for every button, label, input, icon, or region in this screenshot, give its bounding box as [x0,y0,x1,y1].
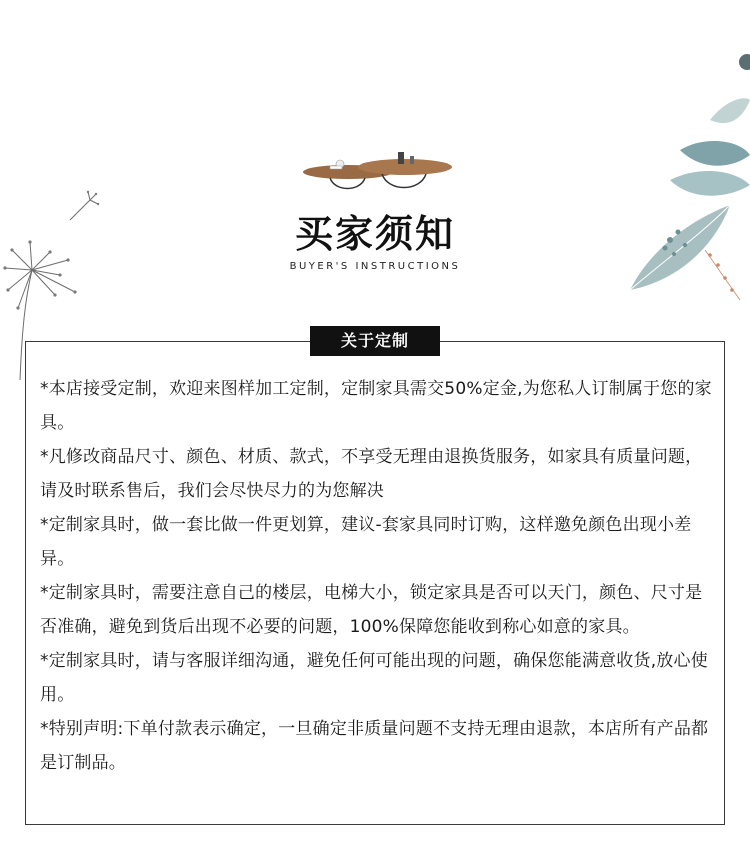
notice-item: *凡修改商品尺寸、颜色、材质、款式，不享受无理由退换货服务，如家具有质量问题，请及时联系售后，我们会尽快尽力的为您解决 [40,447,703,501]
notice-item: *定制家具时，做一套比做一件更划算，建议-套家具同时订购，这样邀免颜色出现小差异。 [40,515,692,569]
notice-item: *本店接受定制，欢迎来图样加工定制，定制家具需交50%定金,为您私人订制属于您的家具。 [40,379,712,433]
page-subtitle: BUYER'S INSTRUCTIONS [289,261,461,272]
notice-item: *定制家具时，需要注意自己的楼层，电梯大小，锁定家具是否可以天门，颜色、尺寸是否准确，避免到货后出现不必要的问题，100%保障您能收到称心如意的家具。 [40,583,703,637]
page-title: 买家须知 [294,212,455,256]
coffee-table-icon [300,150,455,198]
notice-item: *定制家具时，请与客服详细沟通，避免任何可能出现的问题，确保您能满意收货,放心使用。 [40,651,708,705]
notice-list [40,372,715,780]
notice-item: *特别声明:下单付款表示确定，一旦确定非质量问题不支持无理由退款，本店所有产品都是订制品。 [40,719,709,773]
section-label: 关于定制 [310,326,440,356]
